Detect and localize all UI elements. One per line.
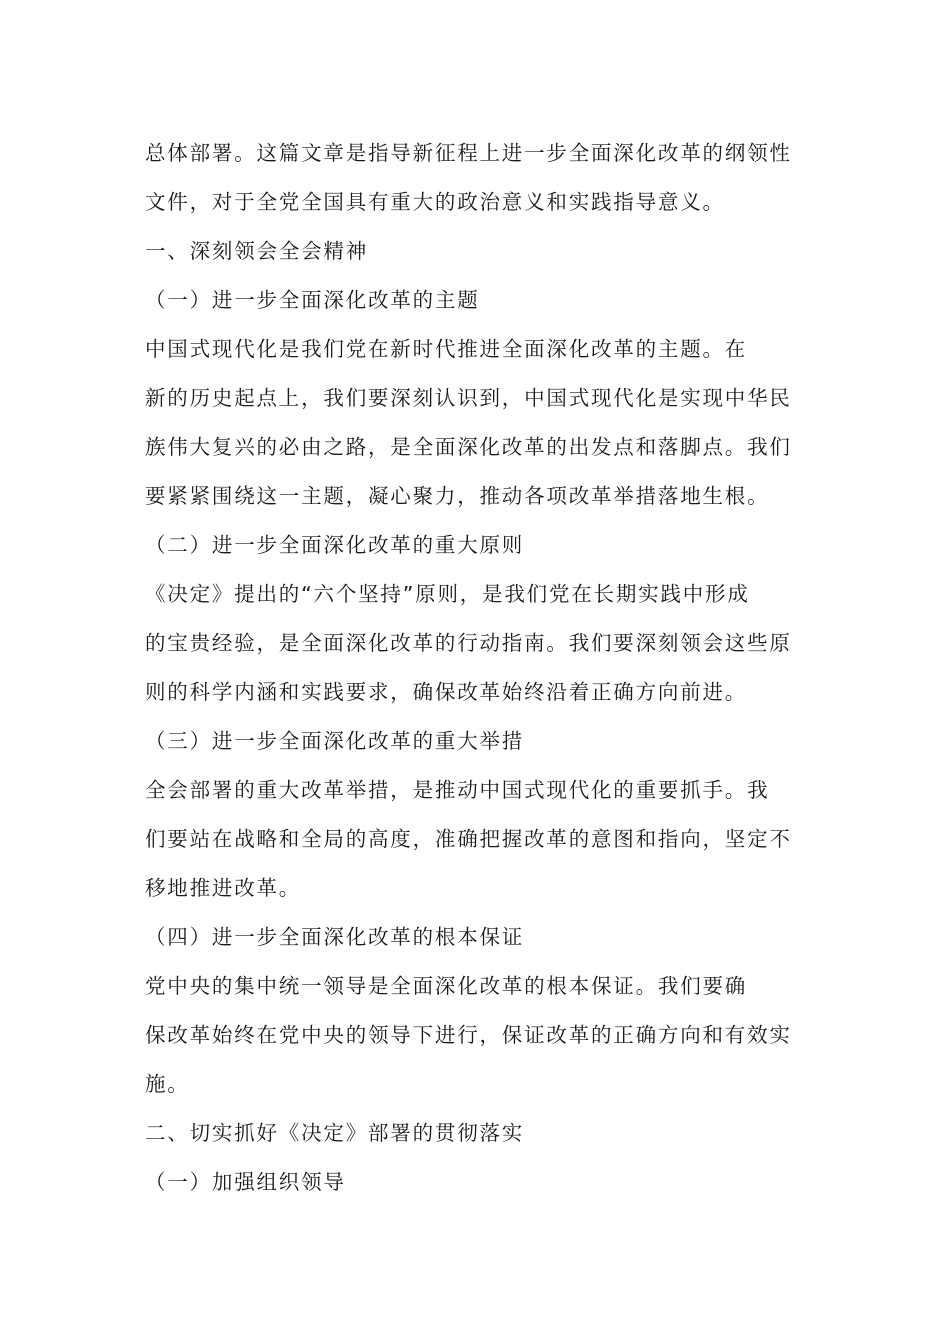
body-text-line: 们要站在战略和全局的高度，准确把握改革的意图和指向，坚定不	[145, 827, 792, 851]
body-text-line: 则的科学内涵和实践要求，确保改革始终沿着正确方向前进。	[145, 680, 748, 704]
body-text-line: 族伟大复兴的必由之路，是全面深化改革的出发点和落脚点。我们	[145, 435, 792, 459]
section-heading: 二、切实抓好《决定》部署的贯彻落实	[145, 1121, 525, 1145]
document-body	[145, 133, 810, 1211]
subsection-heading: （四）进一步全面深化改革的根本保证	[145, 925, 525, 949]
body-text-line: 施。	[145, 1072, 190, 1096]
subsection-heading: （三）进一步全面深化改革的重大举措	[145, 729, 525, 753]
body-text-line: 保改革始终在党中央的领导下进行，保证改革的正确方向和有效实	[145, 1023, 792, 1047]
subsection-heading: （一）进一步全面深化改革的主题	[145, 288, 480, 312]
body-text-line: 党中央的集中统一领导是全面深化改革的根本保证。我们要确	[145, 974, 748, 998]
body-text-line: 总体部署。这篇文章是指导新征程上进一步全面深化改革的纲领性	[145, 141, 792, 165]
subsection-heading: （一）加强组织领导	[145, 1170, 346, 1194]
body-text-line: 文件，对于全党全国具有重大的政治意义和实践指导意义。	[145, 190, 725, 214]
body-text-line: 中国式现代化是我们党在新时代推进全面深化改革的主题。在	[145, 337, 748, 361]
body-text-line: 移地推进改革。	[145, 876, 302, 900]
body-text-line: 《决定》提出的“六个坚持”原则，是我们党在长期实践中形成	[145, 582, 750, 606]
body-text-line: 要紧紧围绕这一主题，凝心聚力，推动各项改革举措落地生根。	[145, 484, 770, 508]
body-text-line: 新的历史起点上，我们要深刻认识到，中国式现代化是实现中华民	[145, 386, 792, 410]
body-text-line: 的宝贵经验，是全面深化改革的行动指南。我们要深刻领会这些原	[145, 631, 792, 655]
subsection-heading: （二）进一步全面深化改革的重大原则	[145, 533, 525, 557]
body-text-line: 全会部署的重大改革举措，是推动中国式现代化的重要抓手。我	[145, 778, 770, 802]
section-heading: 一、深刻领会全会精神	[145, 239, 368, 263]
